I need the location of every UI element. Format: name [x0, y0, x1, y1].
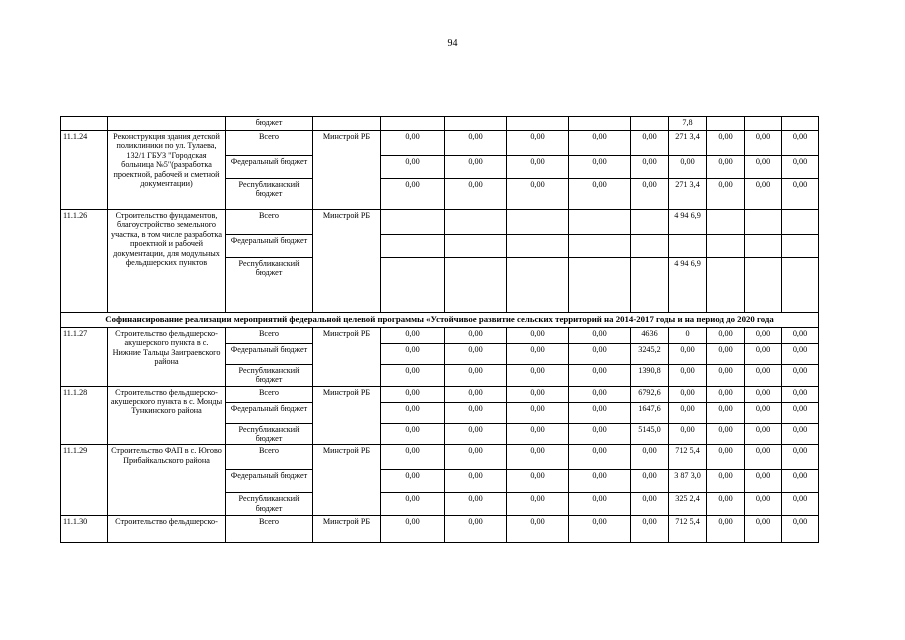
value-cell: 0,00 [745, 493, 782, 516]
value-cell: 0,00 [745, 386, 782, 402]
value-cell: 0,00 [782, 423, 819, 445]
funding-source-cell: Федеральный бюджет [226, 156, 313, 179]
value-cell: 0,00 [782, 402, 819, 423]
value-cell: 1647,6 [631, 402, 669, 423]
value-cell [507, 117, 569, 131]
value-cell: 0,00 [569, 445, 631, 470]
value-cell: 0,00 [707, 470, 745, 493]
value-cell: 0,00 [507, 364, 569, 386]
value-cell: 0,00 [745, 327, 782, 343]
row-number-cell: 11.1.28 [61, 386, 108, 445]
value-cell: 0,00 [745, 364, 782, 386]
value-cell: 0,00 [631, 445, 669, 470]
executor-cell: Минстрой РБ [313, 445, 381, 516]
value-cell: 0,00 [445, 516, 507, 543]
value-cell: 0 [669, 327, 707, 343]
value-cell: 0,00 [569, 364, 631, 386]
activity-name-cell: Строительство фельдшерско-акушерского пункта в с. Нижние Тальцы Заиграевского района [108, 327, 226, 386]
value-cell: 0,00 [507, 423, 569, 445]
funding-source-cell: Всего [226, 327, 313, 343]
value-cell [782, 210, 819, 235]
value-cell: 0,00 [782, 364, 819, 386]
value-cell: 0,00 [745, 470, 782, 493]
value-cell [381, 117, 445, 131]
value-cell: 6792,6 [631, 386, 669, 402]
activity-name-cell: Реконструкция здания детской поликлиники по ул. Тулаева, 132/1 ГБУЗ "Городская больница №5"(разработка проектной, рабочей и сметной документации) [108, 131, 226, 210]
value-cell [381, 258, 445, 313]
value-cell: 0,00 [381, 327, 445, 343]
funding-source-cell: Всего [226, 131, 313, 156]
value-cell: 0,00 [707, 156, 745, 179]
activity-name-cell: Строительство ФАП в с. Югово Прибайкальского района [108, 445, 226, 516]
value-cell: 0,00 [507, 386, 569, 402]
value-cell: 3 87 3,0 [669, 470, 707, 493]
funding-source-cell: Федеральный бюджет [226, 343, 313, 364]
table-row [61, 445, 819, 470]
row-number-cell [61, 117, 108, 131]
value-cell: 0,00 [569, 493, 631, 516]
value-cell [445, 210, 507, 235]
value-cell: 0,00 [507, 343, 569, 364]
value-cell [445, 258, 507, 313]
value-cell: 0,00 [381, 364, 445, 386]
value-cell: 0,00 [782, 516, 819, 543]
value-cell: 0,00 [381, 343, 445, 364]
value-cell: 0,00 [445, 343, 507, 364]
value-cell: 0,00 [745, 402, 782, 423]
value-cell: 0,00 [782, 445, 819, 470]
value-cell [782, 235, 819, 258]
value-cell: 0,00 [782, 493, 819, 516]
value-cell: 0,00 [381, 156, 445, 179]
value-cell [782, 117, 819, 131]
value-cell [569, 210, 631, 235]
value-cell: 5145,0 [631, 423, 669, 445]
value-cell: 3245,2 [631, 343, 669, 364]
value-cell: 0,00 [381, 131, 445, 156]
value-cell: 271 3,4 [669, 179, 707, 210]
value-cell: 0,00 [381, 516, 445, 543]
value-cell: 0,00 [707, 131, 745, 156]
value-cell [569, 258, 631, 313]
value-cell: 0,00 [445, 131, 507, 156]
value-cell: 0,00 [507, 493, 569, 516]
page-number: 94 [447, 38, 458, 49]
executor-cell: Минстрой РБ [313, 386, 381, 445]
value-cell [381, 235, 445, 258]
value-cell: 0,00 [707, 327, 745, 343]
value-cell: 0,00 [782, 343, 819, 364]
value-cell: 0,00 [707, 423, 745, 445]
value-cell: 0,00 [507, 156, 569, 179]
value-cell: 0,00 [631, 470, 669, 493]
value-cell: 7,8 [669, 117, 707, 131]
value-cell: 0,00 [381, 179, 445, 210]
value-cell: 0,00 [707, 364, 745, 386]
value-cell: 0,00 [669, 386, 707, 402]
value-cell: 0,00 [569, 470, 631, 493]
funding-source-cell: Федеральный бюджет [226, 402, 313, 423]
funding-source-cell: Республиканский бюджет [226, 179, 313, 210]
value-cell: 0,00 [782, 156, 819, 179]
value-cell: 0,00 [631, 493, 669, 516]
funding-source-cell: Всего [226, 210, 313, 235]
value-cell: 4 94 6,9 [669, 210, 707, 235]
value-cell [782, 258, 819, 313]
row-number-cell: 11.1.24 [61, 131, 108, 210]
table-row [61, 386, 819, 402]
value-cell: 0,00 [669, 423, 707, 445]
value-cell: 0,00 [507, 470, 569, 493]
value-cell: 0,00 [445, 423, 507, 445]
value-cell [631, 117, 669, 131]
value-cell [745, 210, 782, 235]
value-cell [445, 235, 507, 258]
funding-source-cell: Республиканский бюджет [226, 364, 313, 386]
value-cell: 0,00 [745, 156, 782, 179]
value-cell: 0,00 [445, 386, 507, 402]
value-cell [745, 235, 782, 258]
value-cell [631, 210, 669, 235]
executor-cell: Минстрой РБ [313, 516, 381, 543]
activity-name-cell: Строительство фельдшерско-акушерского пункта в с. Монды Тункинского района [108, 386, 226, 445]
value-cell: 0,00 [707, 402, 745, 423]
value-cell: 0,00 [507, 131, 569, 156]
value-cell: 0,00 [507, 402, 569, 423]
value-cell: 0,00 [782, 131, 819, 156]
value-cell: 0,00 [669, 343, 707, 364]
value-cell: 0,00 [569, 131, 631, 156]
value-cell: 0,00 [782, 327, 819, 343]
value-cell: 0,00 [445, 402, 507, 423]
value-cell [569, 235, 631, 258]
value-cell: 0,00 [782, 386, 819, 402]
value-cell: 712 5,4 [669, 516, 707, 543]
value-cell [507, 258, 569, 313]
value-cell: 0,00 [507, 179, 569, 210]
table-row [61, 516, 819, 543]
executor-cell: Минстрой РБ [313, 210, 381, 313]
value-cell: 0,00 [669, 402, 707, 423]
value-cell: 0,00 [569, 402, 631, 423]
funding-source-cell: бюджет [226, 117, 313, 131]
funding-source-cell: Федеральный бюджет [226, 470, 313, 493]
row-number-cell: 11.1.29 [61, 445, 108, 516]
value-cell [707, 210, 745, 235]
value-cell: 0,00 [669, 156, 707, 179]
value-cell: 0,00 [707, 516, 745, 543]
value-cell: 0,00 [569, 343, 631, 364]
value-cell [631, 258, 669, 313]
table-row [61, 117, 819, 131]
value-cell: 0,00 [631, 156, 669, 179]
value-cell: 0,00 [507, 327, 569, 343]
value-cell: 4 94 6,9 [669, 258, 707, 313]
value-cell: 0,00 [445, 493, 507, 516]
value-cell: 0,00 [707, 493, 745, 516]
value-cell: 0,00 [569, 423, 631, 445]
value-cell: 0,00 [569, 179, 631, 210]
section-title: Софинансирование реализации мероприятий федеральной целевой программы «Устойчивое развитие сельских территорий на 2014-2017 годы и на период до 2020 года [61, 313, 819, 328]
value-cell: 0,00 [507, 445, 569, 470]
activity-name-cell: Строительство фельдшерско- [108, 516, 226, 543]
value-cell: 0,00 [381, 493, 445, 516]
financing-table [60, 116, 819, 543]
funding-source-cell: Республиканский бюджет [226, 258, 313, 313]
value-cell: 0,00 [745, 423, 782, 445]
value-cell: 325 2,4 [669, 493, 707, 516]
value-cell: 0,00 [445, 156, 507, 179]
value-cell: 0,00 [745, 516, 782, 543]
value-cell [507, 235, 569, 258]
value-cell: 0,00 [745, 343, 782, 364]
funding-source-cell: Всего [226, 386, 313, 402]
value-cell: 0,00 [782, 470, 819, 493]
value-cell: 0,00 [381, 402, 445, 423]
activity-name-cell [108, 117, 226, 131]
value-cell: 0,00 [745, 179, 782, 210]
value-cell [631, 235, 669, 258]
value-cell: 0,00 [445, 327, 507, 343]
activity-name-cell: Строительство фундаментов, благоустройство земельного участка, в том числе разработка проектной и рабочей документации, для модульных фельдшерских пунктов [108, 210, 226, 313]
value-cell: 1390,8 [631, 364, 669, 386]
row-number-cell: 11.1.26 [61, 210, 108, 313]
value-cell: 0,00 [445, 445, 507, 470]
value-cell: 0,00 [745, 445, 782, 470]
value-cell: 0,00 [569, 156, 631, 179]
value-cell: 0,00 [631, 516, 669, 543]
value-cell: 0,00 [707, 179, 745, 210]
value-cell: 0,00 [707, 343, 745, 364]
value-cell: 0,00 [745, 131, 782, 156]
funding-source-cell: Федеральный бюджет [226, 235, 313, 258]
funding-source-cell: Всего [226, 516, 313, 543]
value-cell: 0,00 [445, 179, 507, 210]
value-cell [669, 235, 707, 258]
table-row [61, 210, 819, 235]
executor-cell: Минстрой РБ [313, 131, 381, 210]
value-cell: 0,00 [381, 386, 445, 402]
value-cell: 0,00 [445, 470, 507, 493]
section-header-row [61, 313, 819, 328]
value-cell: 0,00 [707, 445, 745, 470]
value-cell: 0,00 [631, 131, 669, 156]
value-cell [445, 117, 507, 131]
value-cell [745, 258, 782, 313]
value-cell: 0,00 [569, 327, 631, 343]
value-cell: 0,00 [381, 423, 445, 445]
value-cell: 271 3,4 [669, 131, 707, 156]
value-cell [569, 117, 631, 131]
value-cell [707, 117, 745, 131]
value-cell: 0,00 [381, 445, 445, 470]
funding-source-cell: Всего [226, 445, 313, 470]
row-number-cell: 11.1.30 [61, 516, 108, 543]
value-cell: 0,00 [707, 386, 745, 402]
executor-cell [313, 117, 381, 131]
value-cell [707, 258, 745, 313]
value-cell: 0,00 [669, 364, 707, 386]
row-number-cell: 11.1.27 [61, 327, 108, 386]
executor-cell: Минстрой РБ [313, 327, 381, 386]
value-cell [745, 117, 782, 131]
value-cell [707, 235, 745, 258]
funding-source-cell: Республиканский бюджет [226, 493, 313, 516]
value-cell: 0,00 [569, 386, 631, 402]
value-cell [381, 210, 445, 235]
funding-source-cell: Республиканский бюджет [226, 423, 313, 445]
table-row [61, 327, 819, 343]
value-cell [507, 210, 569, 235]
value-cell: 4636 [631, 327, 669, 343]
value-cell: 0,00 [381, 470, 445, 493]
value-cell: 0,00 [445, 364, 507, 386]
value-cell: 0,00 [507, 516, 569, 543]
table-row [61, 131, 819, 156]
value-cell: 0,00 [631, 179, 669, 210]
value-cell: 0,00 [782, 179, 819, 210]
value-cell: 712 5,4 [669, 445, 707, 470]
table-body [61, 117, 819, 543]
value-cell: 0,00 [569, 516, 631, 543]
